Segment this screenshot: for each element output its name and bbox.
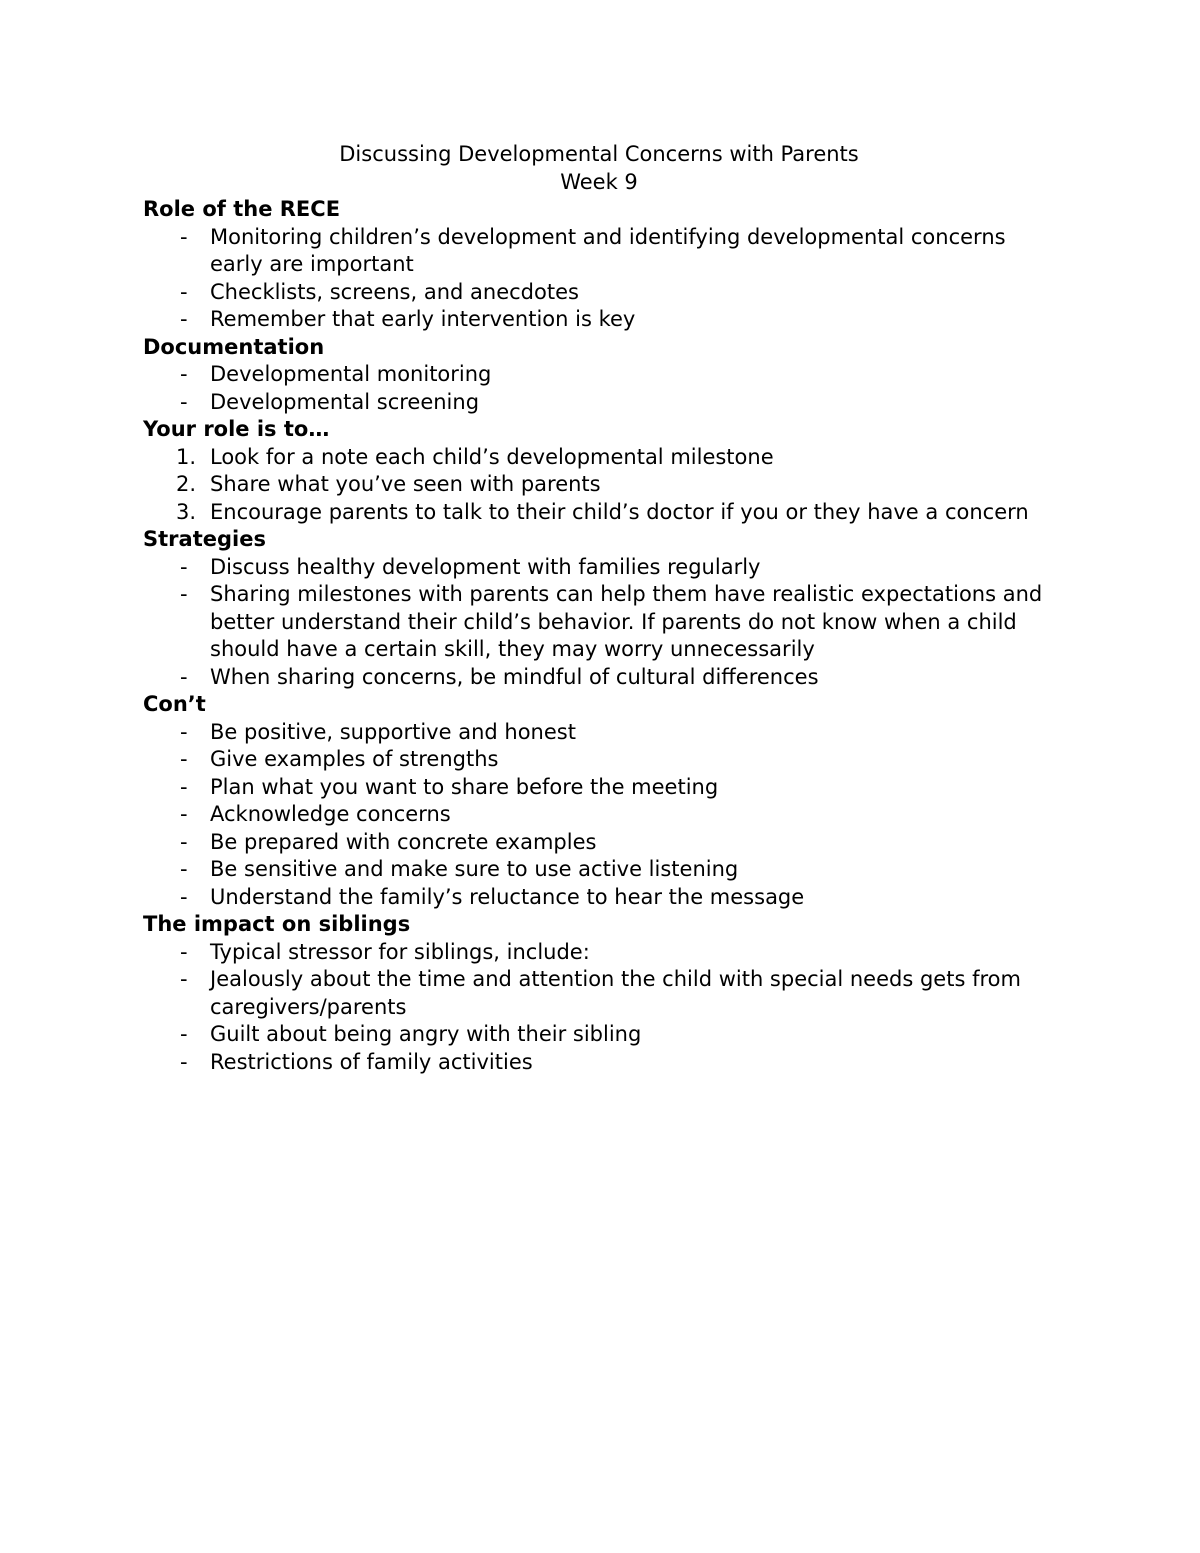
list-item: - Plan what you want to share before the meeting — [143, 774, 1055, 802]
document-body — [143, 196, 1055, 1076]
list-item: - Be positive, supportive and honest — [143, 719, 1055, 747]
section-heading: The impact on siblings — [143, 912, 411, 936]
bullet-list — [143, 939, 1055, 1077]
list-item: - Sharing milestones with parents can help them have realistic expectations and better understand their child’s behavior. If parents do not know when a child should have a certain skill, they may worry unnecessarily — [143, 581, 1055, 664]
numbered-list — [143, 444, 1055, 527]
list-item: Look for a note each child’s developmental milestone — [210, 444, 774, 469]
list-item: - Discuss healthy development with families regularly — [143, 554, 1055, 582]
list-item: - Give examples of strengths — [143, 746, 1055, 774]
section-heading: Con’t — [143, 692, 206, 716]
document-subtitle: Week 9 — [560, 169, 638, 194]
section-heading: Documentation — [143, 334, 325, 359]
list-item: - Monitoring children’s development and identifying developmental concerns early are important — [143, 224, 1055, 279]
bullet-list — [143, 361, 1055, 416]
list-item: - Be prepared with concrete examples — [143, 829, 1055, 857]
document-title: Discussing Developmental Concerns with Parents — [339, 142, 859, 166]
list-item: - Be sensitive and make sure to use active listening — [143, 856, 1055, 884]
list-item: - Understand the family’s reluctance to hear the message — [143, 884, 1055, 912]
list-item: Share what you’ve seen with parents — [210, 472, 601, 496]
list-item: - Remember that early intervention is key — [143, 306, 1055, 334]
bullet-list — [143, 719, 1055, 912]
list-item: - Restrictions of family activities — [143, 1049, 1055, 1077]
bullet-list — [143, 554, 1055, 692]
list-item: - Checklists, screens, and anecdotes — [143, 279, 1055, 307]
list-item: - Developmental monitoring — [143, 361, 1055, 389]
bullet-list — [143, 224, 1055, 334]
list-item: - Guilt about being angry with their sibling — [143, 1021, 1055, 1049]
list-item: - Acknowledge concerns — [143, 801, 1055, 829]
list-item: - Developmental screening — [143, 389, 1055, 417]
section-heading: Strategies — [143, 527, 266, 551]
section-heading: Your role is to… — [143, 417, 330, 441]
list-item: Encourage parents to talk to their child’s doctor if you or they have a concern — [210, 499, 1029, 524]
list-item: - Typical stressor for siblings, include: — [143, 939, 1055, 967]
section-heading: Role of the RECE — [143, 197, 341, 221]
list-item: - When sharing concerns, be mindful of cultural differences — [143, 664, 1055, 692]
list-item: - Jealously about the time and attention the child with special needs gets from caregivers/parents — [143, 966, 1055, 1021]
